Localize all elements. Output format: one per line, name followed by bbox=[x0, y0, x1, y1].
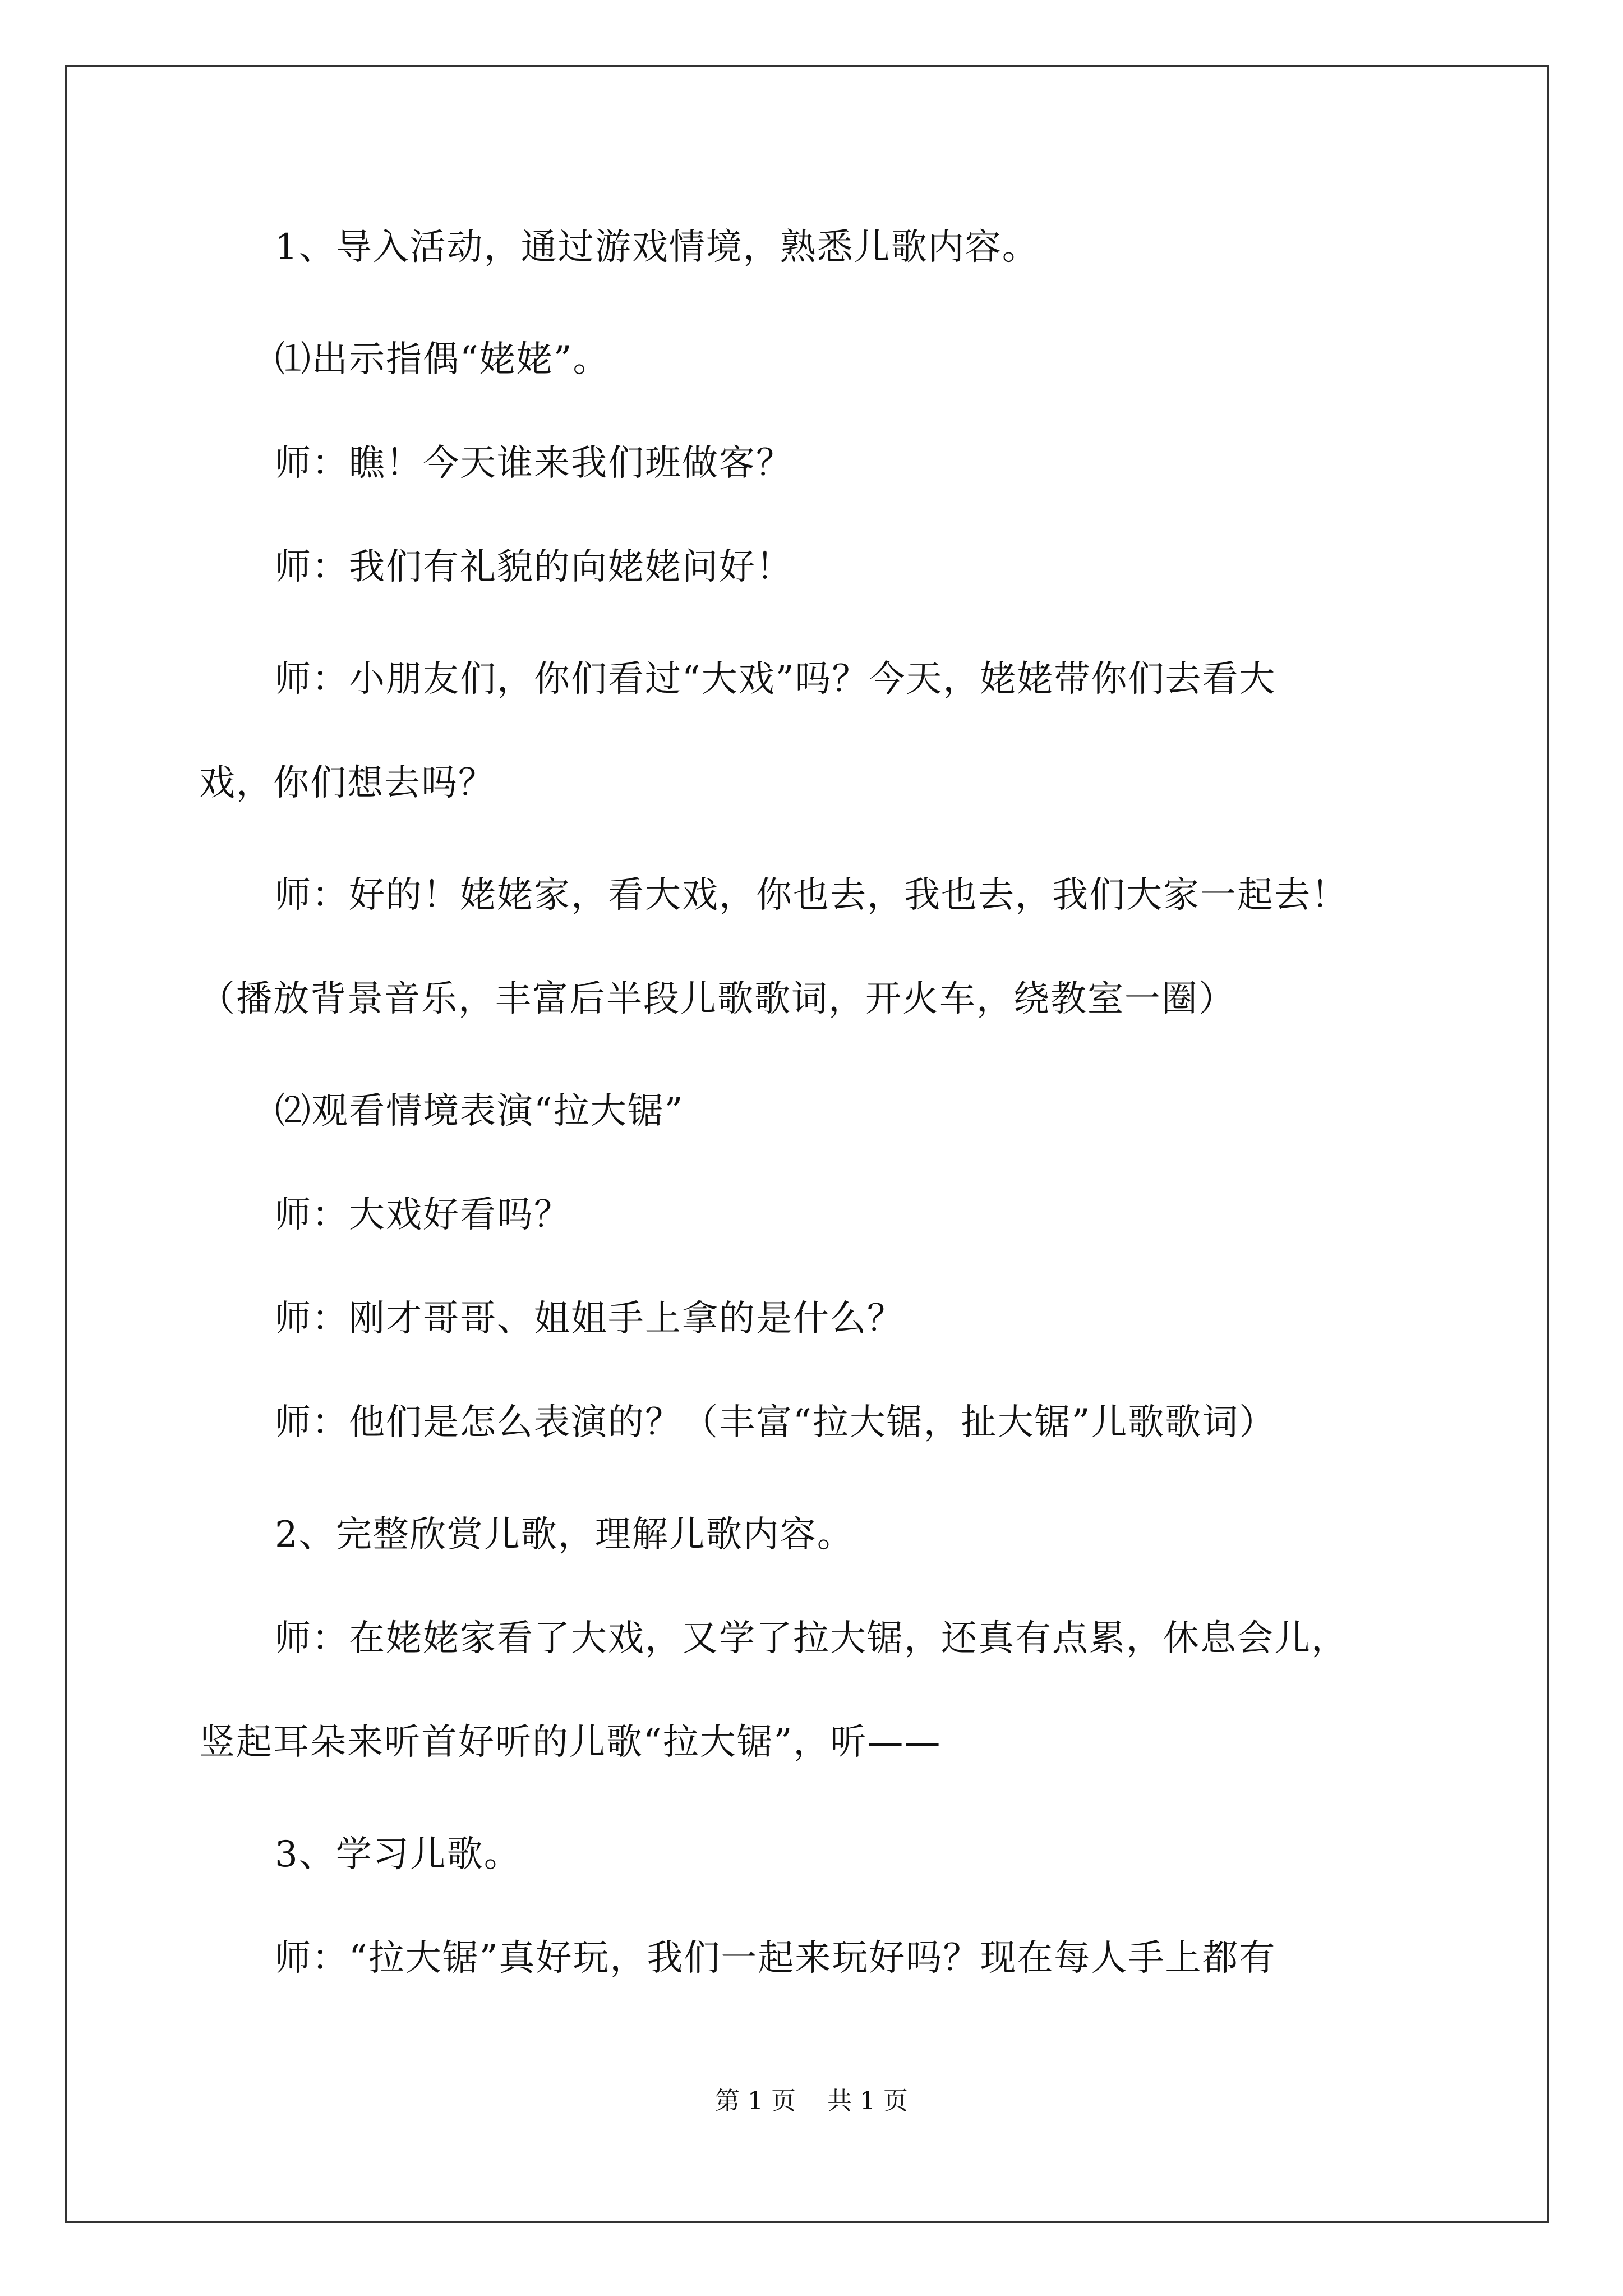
paragraph: 师：刚才哥哥、姐姐手上拿的是什么？ bbox=[275, 1298, 904, 1340]
page-number-footer: 第 1 页 共 1 页 bbox=[715, 2087, 908, 2115]
paragraph-continuation: 戏，你们想去吗？ bbox=[199, 762, 495, 804]
sub-step-1: ⑴出示指偶“姥姥”。 bbox=[275, 339, 610, 380]
paragraph-continuation: 竖起耳朵来听首好听的儿歌“拉大锯”，听—— bbox=[199, 1722, 942, 1763]
sub-step-2: ⑵观看情境表演“拉大锯” bbox=[275, 1091, 684, 1132]
page-frame bbox=[65, 65, 1549, 2223]
heading-step-1: 1、导入活动，通过游戏情境，熟悉儿歌内容。 bbox=[275, 227, 1039, 268]
paragraph: 师：好的！姥姥家，看大戏，你也去，我也去，我们大家一起去！ bbox=[275, 875, 1348, 916]
paragraph: 师：瞧！今天谁来我们班做客？ bbox=[275, 443, 793, 484]
heading-step-3: 3、学习儿歌。 bbox=[275, 1834, 521, 1875]
heading-step-2: 2、完整欣赏儿歌，理解儿歌内容。 bbox=[275, 1514, 854, 1556]
paragraph-continuation: （播放背景音乐，丰富后半段儿歌歌词，开火车，绕教室一圈） bbox=[199, 978, 1235, 1020]
paragraph: 师：大戏好看吗？ bbox=[275, 1194, 571, 1236]
paragraph: 师：“拉大锯”真好玩，我们一起来玩好吗？现在每人手上都有 bbox=[275, 1938, 1276, 1979]
paragraph: 师：我们有礼貌的向姥姥问好！ bbox=[275, 546, 793, 588]
paragraph: 师：他们是怎么表演的？（丰富“拉大锯，扯大锯”儿歌歌词） bbox=[275, 1402, 1276, 1443]
paragraph: 师：小朋友们，你们看过“大戏”吗？今天，姥姥带你们去看大 bbox=[275, 659, 1276, 700]
paragraph: 师：在姥姥家看了大戏，又学了拉大锯，还真有点累，休息会儿， bbox=[275, 1618, 1348, 1659]
